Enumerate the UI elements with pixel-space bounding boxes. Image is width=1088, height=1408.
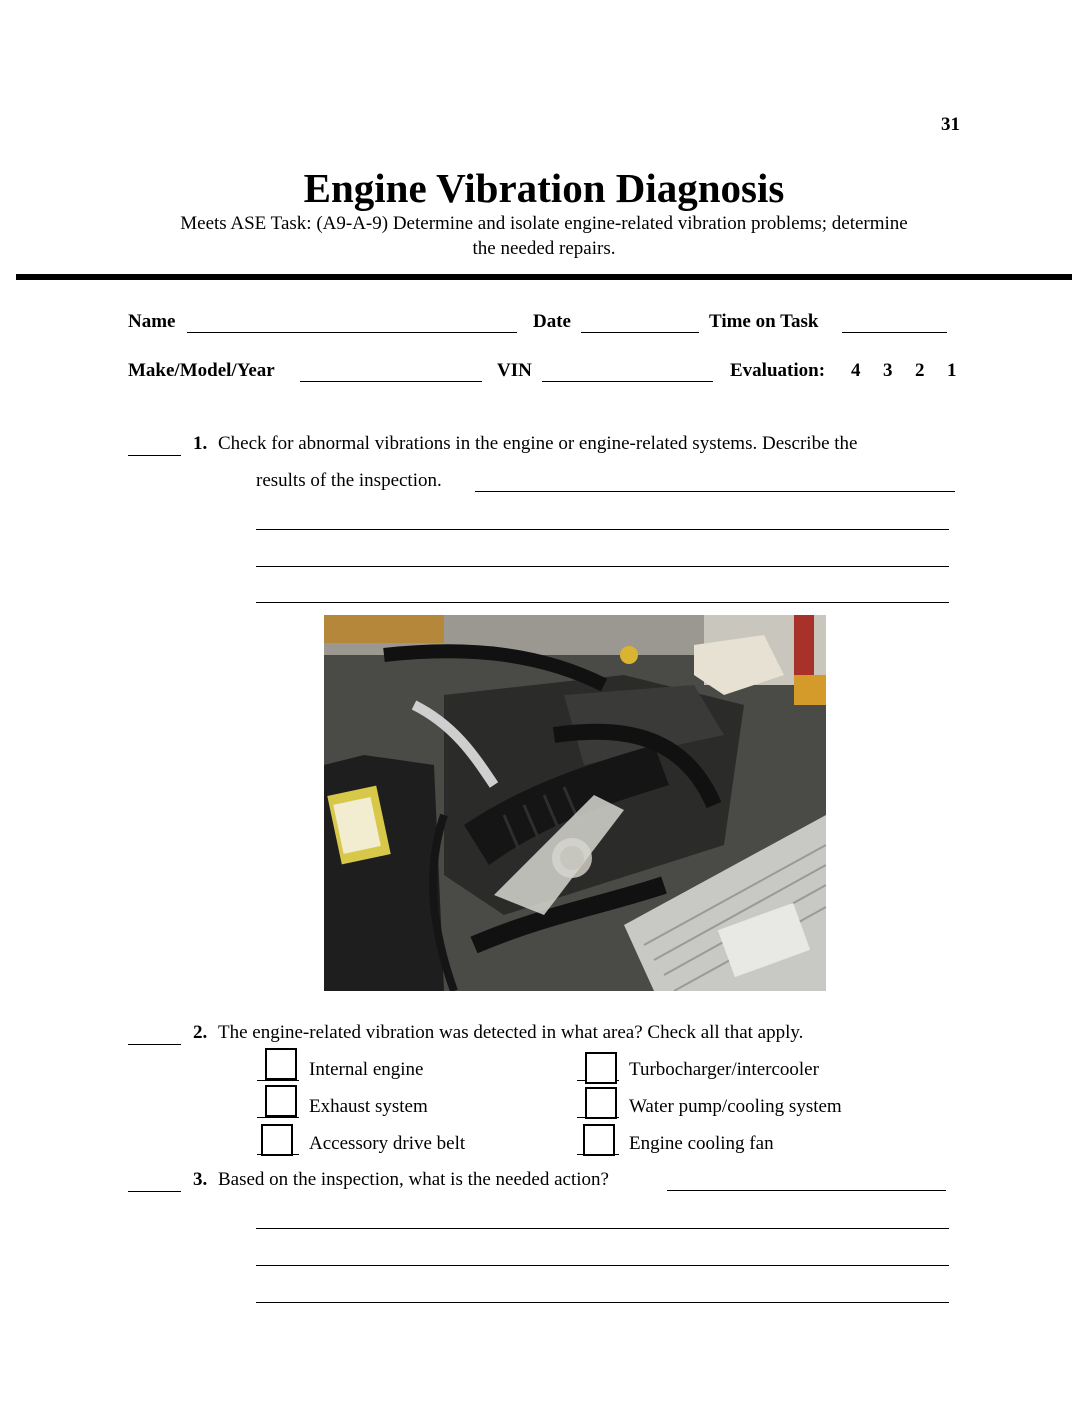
q3-answer-line[interactable] bbox=[667, 1190, 946, 1191]
option-engine-cooling-fan: Engine cooling fan bbox=[629, 1133, 774, 1154]
option-accessory-drive-belt: Accessory drive belt bbox=[309, 1133, 466, 1154]
checkbox-turbocharger-intercooler[interactable] bbox=[585, 1052, 617, 1084]
q1-answer-line[interactable] bbox=[256, 566, 949, 567]
checkbox-accessory-drive-belt[interactable] bbox=[261, 1124, 293, 1156]
q3-score-blank[interactable] bbox=[128, 1191, 181, 1192]
engine-bay-illustration bbox=[324, 615, 826, 991]
q1-answer-line[interactable] bbox=[475, 491, 955, 492]
evaluation-score-2[interactable]: 2 bbox=[915, 360, 925, 381]
q1-text-line-2: results of the inspection. bbox=[256, 470, 442, 491]
ase-task-description bbox=[120, 211, 968, 261]
q2-number: 2. bbox=[193, 1022, 208, 1043]
option-internal-engine: Internal engine bbox=[309, 1059, 424, 1080]
evaluation-score-1[interactable]: 1 bbox=[947, 360, 957, 381]
date-field[interactable] bbox=[581, 332, 699, 333]
q3-text: Based on the inspection, what is the needed action? bbox=[218, 1169, 609, 1190]
engine-bay-photo bbox=[324, 615, 826, 991]
header-divider bbox=[16, 274, 1072, 280]
q3-answer-line[interactable] bbox=[256, 1228, 949, 1229]
option-water-pump-cooling-system: Water pump/cooling system bbox=[629, 1096, 842, 1117]
vin-field[interactable] bbox=[542, 381, 713, 382]
page-number: 31 bbox=[941, 114, 960, 135]
time-on-task-label: Time on Task bbox=[709, 311, 819, 332]
checkbox-water-pump-cooling-system[interactable] bbox=[585, 1087, 617, 1119]
make-model-year-field[interactable] bbox=[300, 381, 482, 382]
evaluation-score-3[interactable]: 3 bbox=[883, 360, 893, 381]
evaluation-label: Evaluation: bbox=[730, 360, 826, 381]
q3-number: 3. bbox=[193, 1169, 208, 1190]
option-exhaust-system: Exhaust system bbox=[309, 1096, 428, 1117]
make-model-year-label: Make/Model/Year bbox=[128, 360, 275, 381]
q3-answer-line[interactable] bbox=[256, 1265, 949, 1266]
time-on-task-field[interactable] bbox=[842, 332, 947, 333]
checkbox-exhaust-system[interactable] bbox=[265, 1085, 297, 1117]
q2-text: The engine-related vibration was detected in what area? Check all that apply. bbox=[218, 1022, 804, 1043]
name-label: Name bbox=[128, 311, 176, 332]
page-title: Engine Vibration Diagnosis bbox=[303, 165, 785, 211]
vin-label: VIN bbox=[497, 360, 532, 381]
q1-score-blank[interactable] bbox=[128, 455, 181, 456]
q1-answer-line[interactable] bbox=[256, 602, 949, 603]
subtitle-line-1: Meets ASE Task: (A9-A-9) Determine and isolate engine-related vibration problems; determine bbox=[180, 213, 908, 234]
name-field[interactable] bbox=[187, 332, 517, 333]
q3-answer-line[interactable] bbox=[256, 1302, 949, 1303]
q1-answer-line[interactable] bbox=[256, 529, 949, 530]
q1-text-line-1: Check for abnormal vibrations in the engine or engine-related systems. Describe the bbox=[218, 433, 858, 454]
q1-number: 1. bbox=[193, 433, 208, 454]
evaluation-score-4[interactable]: 4 bbox=[851, 360, 861, 381]
checkbox-underline bbox=[257, 1080, 299, 1081]
checkbox-internal-engine[interactable] bbox=[265, 1048, 297, 1080]
option-turbocharger-intercooler: Turbocharger/intercooler bbox=[629, 1059, 819, 1080]
checkbox-underline bbox=[257, 1117, 299, 1118]
checkbox-engine-cooling-fan[interactable] bbox=[583, 1124, 615, 1156]
subtitle-line-2: the needed repairs. bbox=[472, 238, 616, 259]
date-label: Date bbox=[533, 311, 571, 332]
q2-score-blank[interactable] bbox=[128, 1044, 181, 1045]
